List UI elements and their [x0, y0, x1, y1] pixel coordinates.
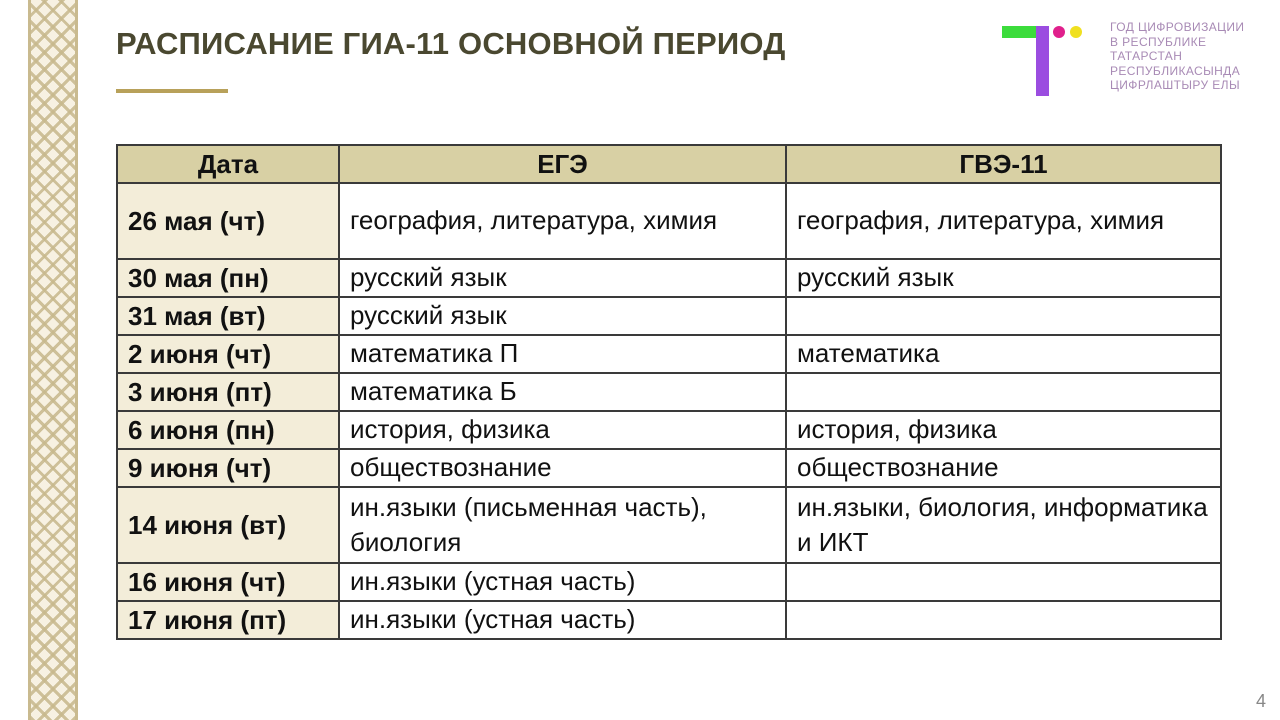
- exam-schedule-table: [116, 144, 1222, 640]
- table-row: [117, 601, 1221, 639]
- table-row: [117, 411, 1221, 449]
- table-row: [117, 563, 1221, 601]
- ege-cell: математика П: [339, 335, 786, 373]
- gve-cell: [786, 601, 1221, 639]
- ege-cell: ин.языки (устная часть): [339, 601, 786, 639]
- gve-cell: история, физика: [786, 411, 1221, 449]
- header-ege: ЕГЭ: [339, 145, 786, 183]
- gve-cell: [786, 373, 1221, 411]
- table-row: [117, 183, 1221, 259]
- logo-magenta-dot: [1053, 26, 1065, 38]
- ege-cell: ин.языки (письменная часть), биология: [339, 487, 786, 563]
- logo-purple-stem: [1036, 38, 1049, 96]
- date-cell: 9 июня (чт): [117, 449, 339, 487]
- ege-cell: история, физика: [339, 411, 786, 449]
- ege-cell: русский язык: [339, 259, 786, 297]
- ege-cell: русский язык: [339, 297, 786, 335]
- date-cell: 14 июня (вт): [117, 487, 339, 563]
- date-cell: 2 июня (чт): [117, 335, 339, 373]
- table-row: [117, 373, 1221, 411]
- logo-text-line: ТАТАРСТАН: [1110, 49, 1183, 64]
- ege-cell: обществознание: [339, 449, 786, 487]
- logo-green-bar: [1002, 26, 1036, 38]
- date-cell: 16 июня (чт): [117, 563, 339, 601]
- gve-cell: география, литература, химия: [786, 183, 1221, 259]
- gve-cell: ин.языки, биология, информатика и ИКТ: [786, 487, 1221, 563]
- gve-cell: обществознание: [786, 449, 1221, 487]
- table-row: [117, 335, 1221, 373]
- date-cell: 30 мая (пн): [117, 259, 339, 297]
- logo-text-line: ЦИФРЛАШТЫРУ ЕЛЫ: [1110, 78, 1240, 93]
- logo-text-line: ГОД ЦИФРОВИЗАЦИИ: [1110, 20, 1245, 34]
- logo-yellow-dot: [1070, 26, 1082, 38]
- header-date: Дата: [117, 145, 339, 183]
- date-cell: 6 июня (пн): [117, 411, 339, 449]
- table-row: [117, 449, 1221, 487]
- ege-cell: математика Б: [339, 373, 786, 411]
- logo-purple-bar: [1036, 26, 1049, 38]
- logo-text-line: РЕСПУБЛИКАСЫНДА: [1110, 63, 1241, 78]
- date-cell: 31 мая (вт): [117, 297, 339, 335]
- header-gve: ГВЭ-11: [786, 145, 1221, 183]
- gve-cell: [786, 297, 1221, 335]
- page-title: РАСПИСАНИЕ ГИА-11 ОСНОВНОЙ ПЕРИОД: [116, 26, 786, 61]
- logo-text: [1110, 20, 1275, 93]
- ege-cell: ин.языки (устная часть): [339, 563, 786, 601]
- table-header-row: [117, 145, 1221, 183]
- decorative-border: [28, 0, 78, 720]
- gve-cell: [786, 563, 1221, 601]
- date-cell: 3 июня (пт): [117, 373, 339, 411]
- date-cell: 17 июня (пт): [117, 601, 339, 639]
- table-row: [117, 487, 1221, 563]
- ege-cell: география, литература, химия: [339, 183, 786, 259]
- table-row: [117, 297, 1221, 335]
- table-row: [117, 259, 1221, 297]
- digitalization-logo-icon: [1000, 22, 1090, 98]
- gve-cell: русский язык: [786, 259, 1221, 297]
- date-cell: 26 мая (чт): [117, 183, 339, 259]
- gve-cell: математика: [786, 335, 1221, 373]
- logo-text-line: В РЕСПУБЛИКЕ: [1110, 34, 1207, 49]
- title-underline: [116, 89, 228, 93]
- page-number: 4: [1255, 691, 1266, 711]
